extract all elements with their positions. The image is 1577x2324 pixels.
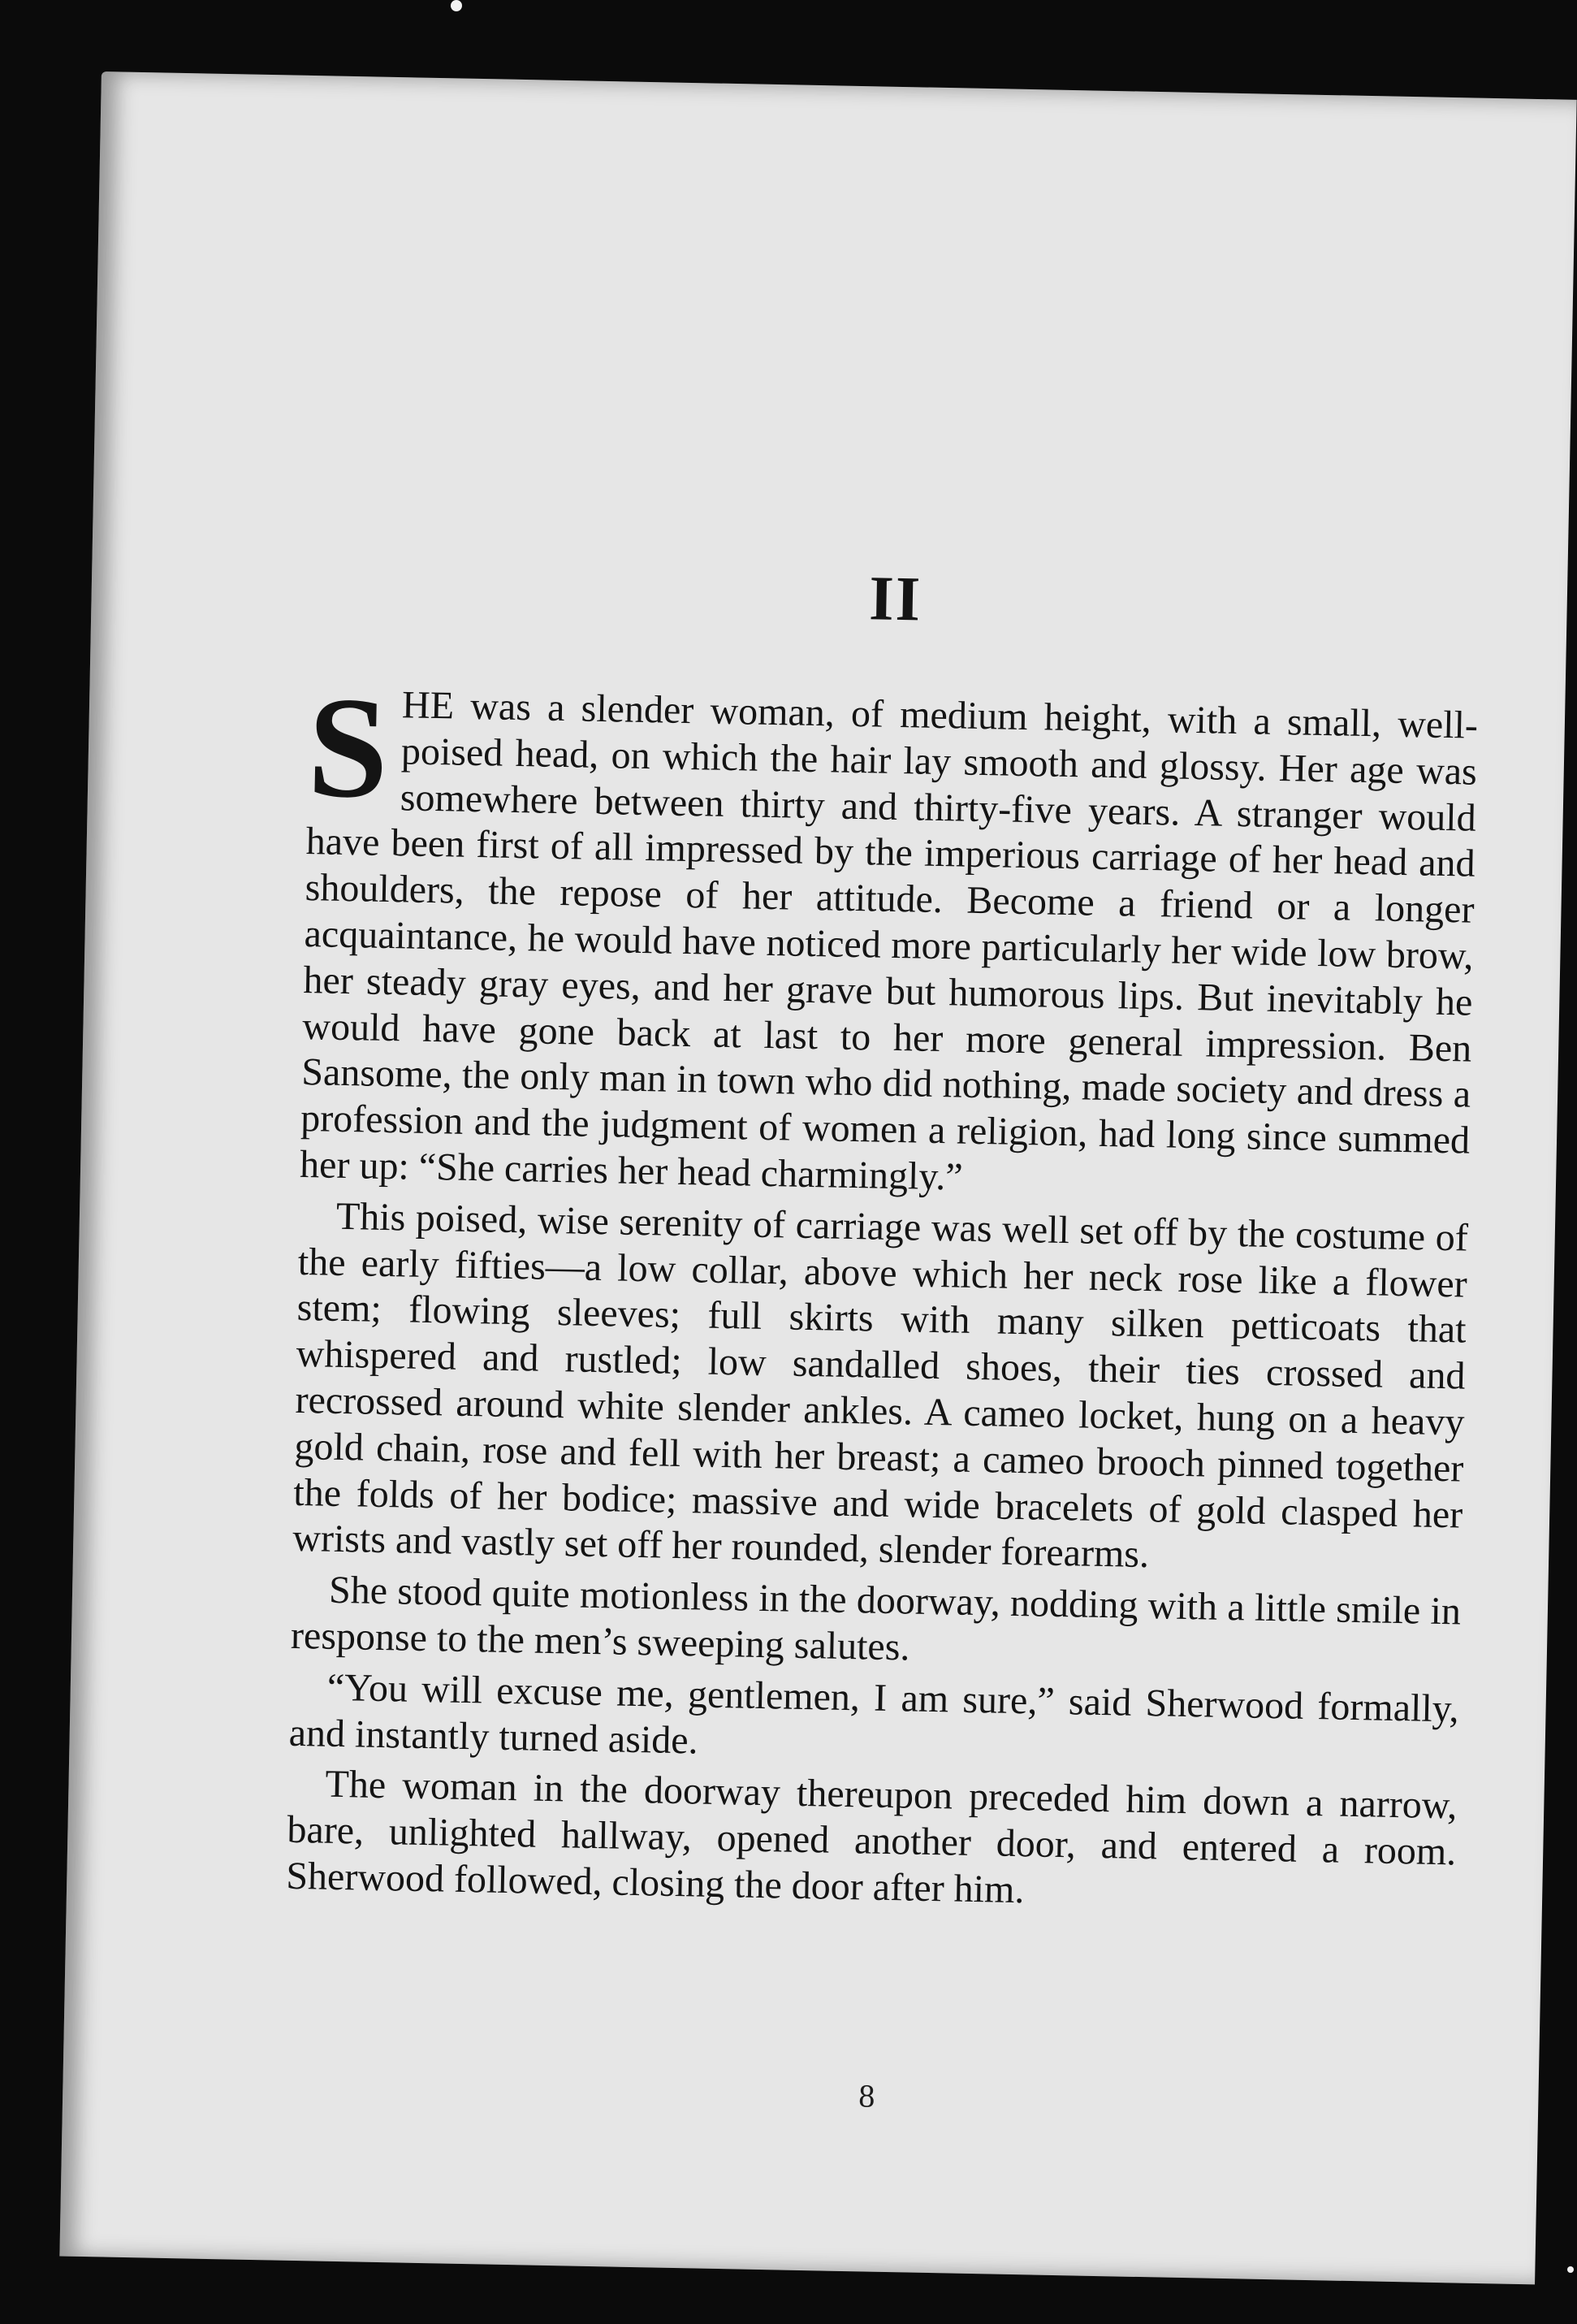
drop-cap: S <box>306 666 390 829</box>
paragraph: She stood quite motionless in the doorway, nodding with a little smile in response to the men’s sweeping salutes. <box>290 1568 1462 1669</box>
paragraph: This poised, wise serenity of carriage was well set off by the costume of the early fifties—a low collar, above which her neck rose like a flower stem; flowing sleeves; full skirts with many silken petticoats that whispered and rustled; low sandalled shoes, their ties crossed and recrossed around white slender ankles. A cameo locket, hung on a heavy gold chain, rose and fell with her breast; a cameo brooch pinned together the folds of her bodice; massive and wide bracelets of gold clasped her wrists and vastly set off her rounded, slender forearms. <box>292 1194 1469 1577</box>
paragraph <box>299 666 1479 1210</box>
book-page <box>59 71 1576 2284</box>
paragraph-text: HE was a slender woman, of medium height, with a small, well-poised head, on which the hair lay smooth and glossy. Her age was somewhere between thirty and thirty-five years. A stranger would have been first of all impressed by the imperious carriage of her head and shoulders, the repose of her attitude. Become a friend or a longer acquaintance, he would have noticed more particularly her wide low brow, her steady gray eyes, and her grave but humorous lips. But inevitably he would have gone back at last to her more general impression. Ben Sansome, the only man in town who did nothing, made society and dress a profession and the judgment of women a religion, had long since summed her up: “She carries her head charmingly.” <box>299 683 1479 1199</box>
scan-speck <box>451 0 462 11</box>
paragraph: “You will excuse me, gentlemen, I am sure,” said Sherwood formally, and instantly turned aside. <box>288 1665 1460 1763</box>
scan-speck <box>1567 2266 1574 2273</box>
chapter-number: II <box>868 562 922 634</box>
page-content <box>285 551 1481 2114</box>
paragraph: The woman in the doorway thereupon preceded him down a narrow, bare, unlighted hallway, opened another door, and entered a room. Sherwood followed, closing the door after him. <box>285 1763 1458 1912</box>
page-number: 8 <box>858 2077 875 2114</box>
